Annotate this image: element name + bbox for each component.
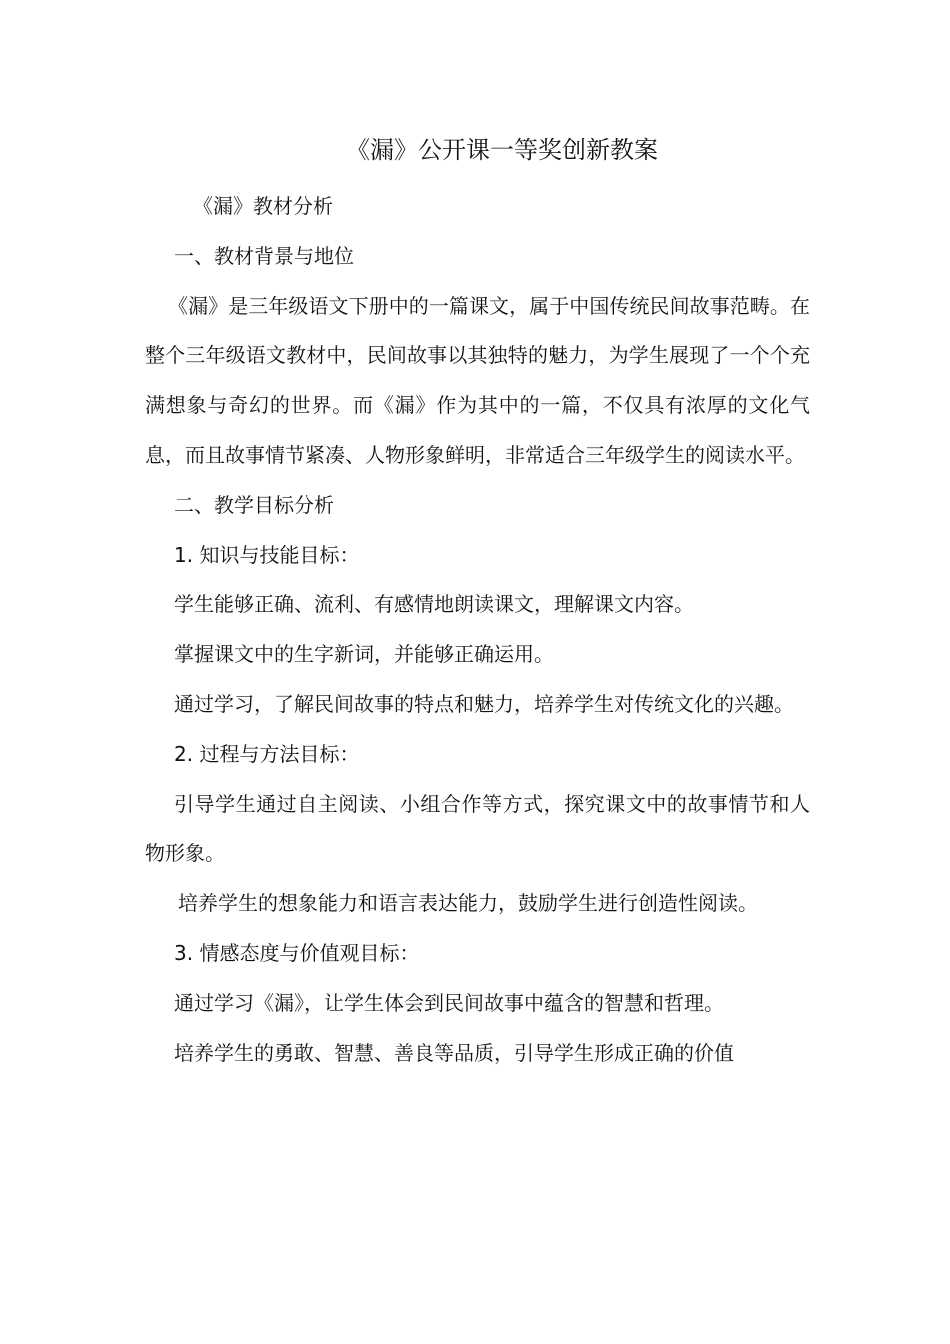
document-body bbox=[145, 182, 810, 1078]
document-title: 《漏》公开课一等奖创新教案 bbox=[346, 136, 658, 164]
paragraph-background: 《漏》是三年级语文下册中的一篇课文，属于中国传统民间故事范畴。在整个三年级语文教材中，民间故事以其独特的魅力，为学生展现了一个个充满想象与奇幻的世界。而《漏》作为其中的一篇，不仅具有浓厚的文化气息，而且故事情节紧凑、人物形象鲜明，非常适合三年级学生的阅读水平。 bbox=[145, 293, 810, 467]
subheading-analysis: 《漏》教材分析 bbox=[193, 194, 333, 218]
section-heading-1: 一、教材背景与地位 bbox=[174, 243, 354, 268]
goal-item: 培养学生的想象能力和语言表达能力，鼓励学生进行创造性阅读。 bbox=[178, 891, 758, 916]
goal-heading-2: 2. 过程与方法目标： bbox=[174, 741, 360, 766]
goal-item: 引导学生通过自主阅读、小组合作等方式，探究课文中的故事情节和人物形象。 bbox=[145, 791, 810, 866]
goal-item: 学生能够正确、流利、有感情地朗读课文，理解课文内容。 bbox=[174, 592, 694, 617]
goal-item: 掌握课文中的生字新词，并能够正确运用。 bbox=[174, 642, 554, 667]
goal-heading-3: 3. 情感态度与价值观目标： bbox=[174, 940, 420, 965]
goal-item: 通过学习，了解民间故事的特点和魅力，培养学生对传统文化的兴趣。 bbox=[174, 691, 794, 716]
goal-item: 通过学习《漏》，让学生体会到民间故事中蕴含的智慧和哲理。 bbox=[174, 990, 724, 1015]
goal-item: 培养学生的勇敢、智慧、善良等品质，引导学生形成正确的价值 bbox=[174, 1040, 734, 1065]
section-heading-2: 二、教学目标分析 bbox=[174, 492, 334, 517]
goal-heading-1: 1. 知识与技能目标： bbox=[174, 542, 360, 567]
